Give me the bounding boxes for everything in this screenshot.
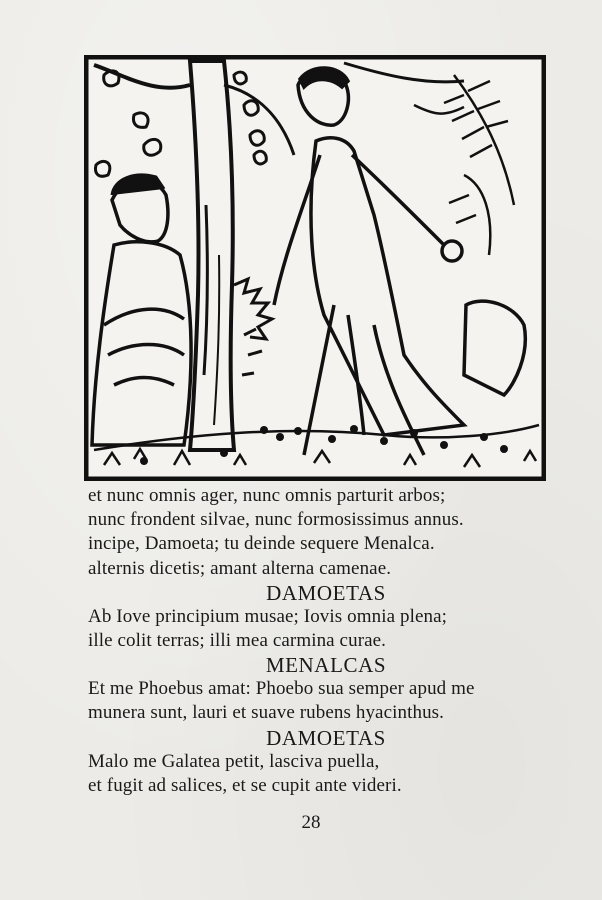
page-number: 28 bbox=[301, 812, 321, 833]
verse-line: et fugit ad salices, et se cupit ante videri. bbox=[88, 774, 402, 796]
verse-line: et nunc omnis ager, nunc omnis parturit arbos; bbox=[88, 485, 446, 506]
verse-line: ille colit terras; illi mea carmina curae. bbox=[88, 630, 387, 652]
poem-text bbox=[88, 484, 558, 798]
verse-line: Et me Phoebus amat: Phoebo sua semper apud me bbox=[88, 678, 475, 700]
stanza-1 bbox=[88, 484, 558, 581]
speaker-heading: MENALCAS bbox=[265, 653, 387, 678]
stanza-4 bbox=[88, 750, 558, 798]
speaker-heading: DAMOETAS bbox=[266, 725, 386, 750]
speaker-heading: DAMOETAS bbox=[266, 580, 386, 605]
woodcut-shepherds-illustration-icon bbox=[84, 55, 546, 481]
woodcut-illustration bbox=[84, 55, 546, 481]
stanza-2 bbox=[88, 605, 558, 653]
verse-line: Ab Iove principium musae; Iovis omnia plena; bbox=[88, 605, 447, 627]
verse-line: incipe, Damoeta; tu deinde sequere Menalca. bbox=[88, 533, 435, 555]
stanza-3 bbox=[88, 677, 558, 725]
verse-line: alternis dicetis; amant alterna camenae. bbox=[88, 557, 392, 579]
verse-line: Malo me Galatea petit, lasciva puella, bbox=[88, 750, 380, 772]
verse-line: nunc frondent silvae, nunc formosissimus annus. bbox=[88, 509, 464, 531]
verse-line: munera sunt, lauri et suave rubens hyacinthus. bbox=[88, 702, 445, 724]
